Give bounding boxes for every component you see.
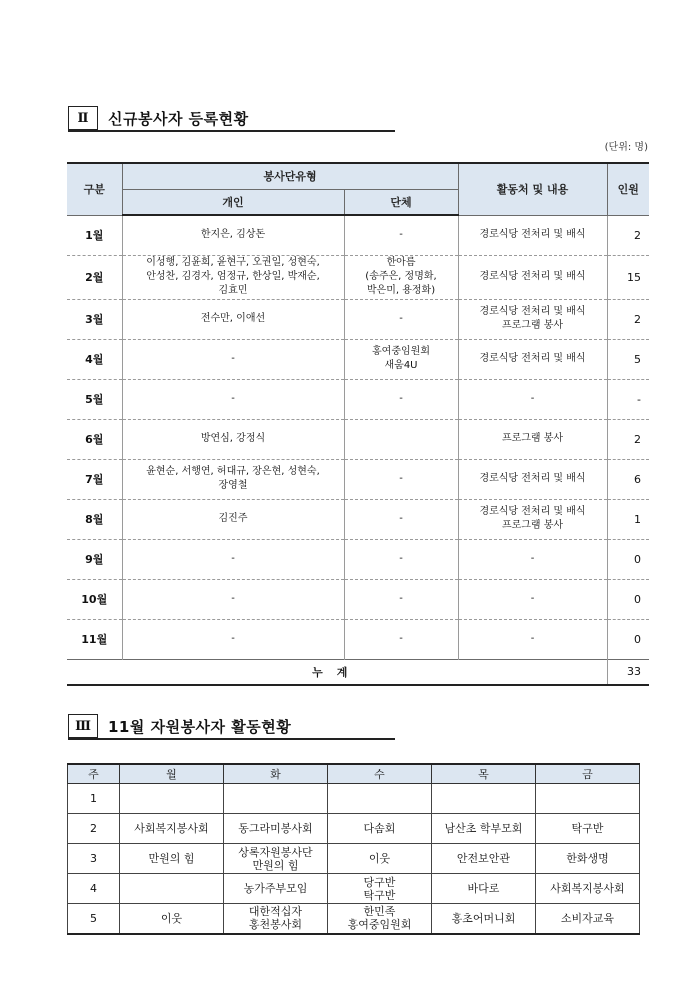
section-header-registration: [68, 106, 249, 130]
month-cell: 7월: [67, 459, 122, 499]
week-row: [68, 784, 640, 814]
week-row: [68, 904, 640, 934]
table-row: [67, 339, 649, 379]
count-cell: -: [607, 379, 649, 419]
activity-cell: 사회복지봉사회: [536, 874, 640, 904]
day-header: 주: [68, 764, 120, 784]
day-header: 월: [120, 764, 224, 784]
count-cell: 6: [607, 459, 649, 499]
activity-table: [67, 763, 640, 935]
place-cell: -: [458, 379, 607, 419]
activity-cell: 동그라미봉사회: [224, 814, 328, 844]
activity-cell: 홍초어머니회: [432, 904, 536, 934]
week-row: [68, 814, 640, 844]
day-header: 목: [432, 764, 536, 784]
day-header: 수: [328, 764, 432, 784]
unit-label: (단위: 명): [604, 142, 648, 153]
count-cell: 0: [607, 619, 649, 659]
activity-cell: 소비자교육: [536, 904, 640, 934]
count-cell: 0: [607, 539, 649, 579]
activity-cell: 대한적십자 홍천봉사회: [224, 904, 328, 934]
section-underline: [68, 738, 395, 740]
group-cell: -: [344, 299, 458, 339]
week-cell: 1: [68, 784, 120, 814]
group-cell: -: [344, 539, 458, 579]
header-count: 인원: [607, 163, 649, 215]
individual-cell: -: [122, 619, 344, 659]
week-row: [68, 874, 640, 904]
month-cell: 11월: [67, 619, 122, 659]
total-label: 누계: [67, 659, 607, 685]
header-group: 단체: [344, 189, 458, 215]
activity-cell: [120, 784, 224, 814]
count-cell: 0: [607, 579, 649, 619]
count-cell: 5: [607, 339, 649, 379]
section-underline: [68, 130, 395, 132]
place-cell: -: [458, 539, 607, 579]
individual-cell: -: [122, 579, 344, 619]
activity-cell: [328, 784, 432, 814]
place-cell: 경로식당 전처리 및 배식: [458, 339, 607, 379]
activity-cell: 한화생명: [536, 844, 640, 874]
week-cell: 3: [68, 844, 120, 874]
section-title: 11월 자원봉사자 활동현황: [108, 717, 292, 736]
individual-cell: -: [122, 379, 344, 419]
activity-cell: 이웃: [120, 904, 224, 934]
individual-cell: -: [122, 339, 344, 379]
group-cell: 홍여중임원회 새움4U: [344, 339, 458, 379]
count-cell: 1: [607, 499, 649, 539]
table-row: [67, 499, 649, 539]
section-title: 신규봉사자 등록현황: [108, 109, 249, 128]
week-cell: 5: [68, 904, 120, 934]
month-cell: 3월: [67, 299, 122, 339]
activity-cell: 농가주부모임: [224, 874, 328, 904]
table-row: [67, 379, 649, 419]
activity-cell: 안전보안관: [432, 844, 536, 874]
activity-cell: 남산초 학부모회: [432, 814, 536, 844]
count-cell: 2: [607, 215, 649, 255]
group-cell: -: [344, 459, 458, 499]
month-cell: 8월: [67, 499, 122, 539]
place-cell: -: [458, 579, 607, 619]
activity-cell: 이웃: [328, 844, 432, 874]
individual-cell: 전수만, 이애선: [122, 299, 344, 339]
section-number-box: Ⅱ: [68, 106, 98, 130]
group-cell: -: [344, 499, 458, 539]
month-cell: 5월: [67, 379, 122, 419]
count-cell: 15: [607, 255, 649, 299]
table-row: [67, 579, 649, 619]
table-row: [67, 619, 649, 659]
table-row: [67, 419, 649, 459]
week-cell: 4: [68, 874, 120, 904]
header-place: 활동처 및 내용: [458, 163, 607, 215]
place-cell: 경로식당 전처리 및 배식: [458, 255, 607, 299]
activity-cell: 당구반 탁구반: [328, 874, 432, 904]
place-cell: 경로식당 전처리 및 배식 프로그램 봉사: [458, 299, 607, 339]
activity-cell: 탁구반: [536, 814, 640, 844]
activity-cell: [120, 874, 224, 904]
activity-cell: 한민족 홍여중임원회: [328, 904, 432, 934]
individual-cell: 방연심, 강정식: [122, 419, 344, 459]
group-cell: [344, 419, 458, 459]
total-row: [67, 659, 649, 685]
table-row: [67, 459, 649, 499]
group-cell: -: [344, 619, 458, 659]
place-cell: 프로그램 봉사: [458, 419, 607, 459]
place-cell: 경로식당 전처리 및 배식: [458, 215, 607, 255]
activity-cell: 사회복지봉사회: [120, 814, 224, 844]
header-individual: 개인: [122, 189, 344, 215]
activity-cell: 바다로: [432, 874, 536, 904]
day-header: 화: [224, 764, 328, 784]
month-cell: 2월: [67, 255, 122, 299]
count-cell: 2: [607, 419, 649, 459]
activity-cell: [432, 784, 536, 814]
group-cell: 한아름 (송주은, 정명화, 박은미, 용정화): [344, 255, 458, 299]
place-cell: 경로식당 전처리 및 배식 프로그램 봉사: [458, 499, 607, 539]
table-row: [67, 299, 649, 339]
group-cell: -: [344, 579, 458, 619]
day-header: 금: [536, 764, 640, 784]
table-row: [67, 215, 649, 255]
activity-cell: [224, 784, 328, 814]
individual-cell: -: [122, 539, 344, 579]
activity-cell: 다솜회: [328, 814, 432, 844]
table-row: [67, 255, 649, 299]
week-row: [68, 844, 640, 874]
month-cell: 4월: [67, 339, 122, 379]
section-number-box: Ⅲ: [68, 714, 98, 738]
section-header-activity: [68, 714, 291, 738]
month-cell: 6월: [67, 419, 122, 459]
activity-cell: [536, 784, 640, 814]
individual-cell: 김진주: [122, 499, 344, 539]
group-cell: -: [344, 215, 458, 255]
group-cell: -: [344, 379, 458, 419]
month-cell: 9월: [67, 539, 122, 579]
total-count: 33: [607, 659, 649, 685]
month-cell: 1월: [67, 215, 122, 255]
header-gubun: 구분: [67, 163, 122, 215]
place-cell: -: [458, 619, 607, 659]
week-cell: 2: [68, 814, 120, 844]
activity-cell: 상록자원봉사단 만원의 힘: [224, 844, 328, 874]
place-cell: 경로식당 전처리 및 배식: [458, 459, 607, 499]
individual-cell: 이성행, 김윤희, 윤현구, 오권일, 성현숙, 안성찬, 김경자, 엄정규, 한상일, 박재순, 김효민: [122, 255, 344, 299]
count-cell: 2: [607, 299, 649, 339]
month-cell: 10월: [67, 579, 122, 619]
individual-cell: 한지은, 김상돈: [122, 215, 344, 255]
header-type-group: 봉사단유형: [122, 163, 458, 189]
table-row: [67, 539, 649, 579]
activity-cell: 만원의 힘: [120, 844, 224, 874]
registration-table: [67, 162, 649, 686]
individual-cell: 윤현순, 서행연, 허대규, 장은현, 성현숙, 장영철: [122, 459, 344, 499]
